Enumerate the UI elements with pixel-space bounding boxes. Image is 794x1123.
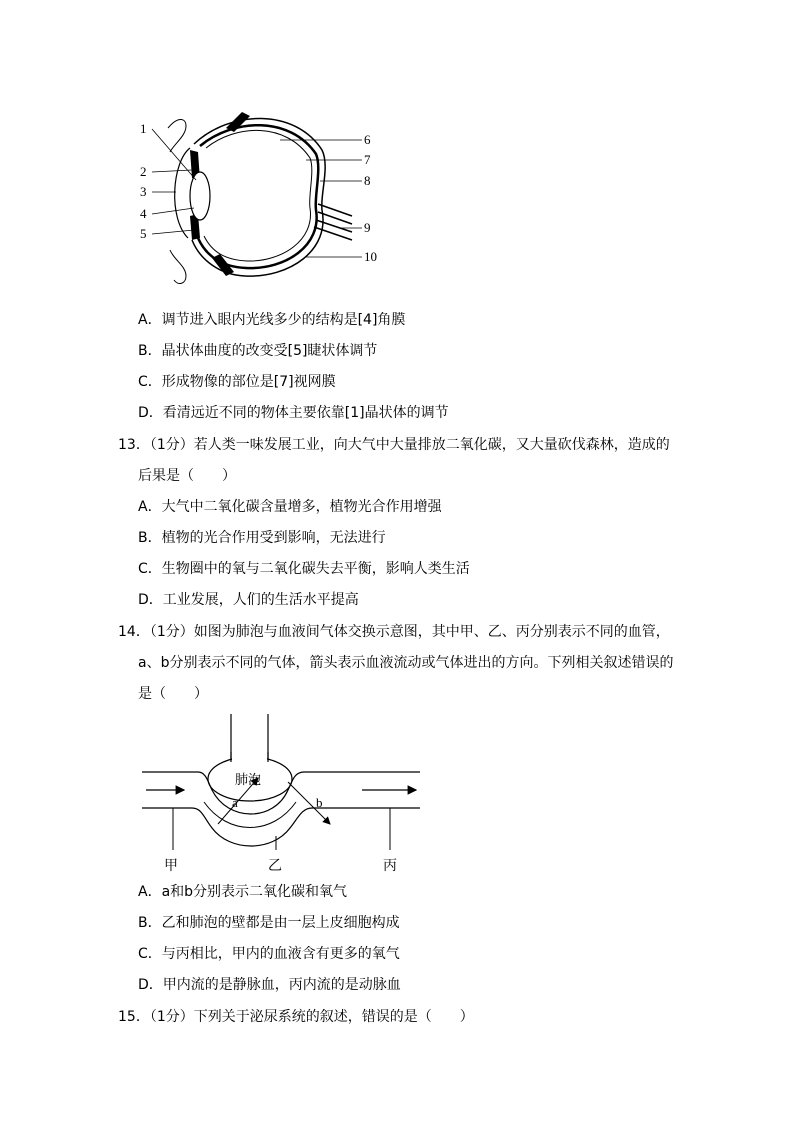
eye-label-10: 10 (364, 249, 377, 264)
q14-option-c: C．与丙相比，甲内的血液含有更多的氧气 (138, 946, 400, 962)
q13-stem-line1: 13．（1分）若人类一味发展工业，向大气中大量排放二氧化碳，又大量砍伐森林，造成的 (118, 437, 670, 453)
q14-stem-line3: 是（ ） (138, 686, 208, 702)
vessel-bing-label: 丙 (383, 858, 397, 874)
q15-stem-line1: 15．（1分）下列关于泌尿系统的叙述，错误的是（ ） (118, 1009, 474, 1025)
eye-label-3: 3 (140, 184, 147, 199)
eye-diagram (130, 100, 390, 305)
q13-stem-line2: 后果是（ ） (138, 468, 236, 484)
q14-stem-line2: a、b分别表示不同的气体，箭头表示血液流动或气体进出的方向。下列相关叙述错误的 (138, 655, 674, 671)
q14-option-b: B．乙和肺泡的壁都是由一层上皮细胞构成 (138, 915, 400, 931)
q14-option-d: D．甲内流的是静脉血，丙内流的是动脉血 (138, 977, 401, 993)
eye-label-5: 5 (140, 226, 147, 241)
alveolus-diagram (140, 712, 430, 877)
vessel-jia-label: 甲 (164, 858, 178, 874)
eye-label-9: 9 (364, 220, 371, 235)
gas-b-label: b (316, 795, 323, 810)
alveolus-label: 肺泡 (235, 773, 262, 788)
q13-option-d: D．工业发展，人们的生活水平提高 (138, 592, 359, 608)
vessel-yi-label: 乙 (268, 858, 282, 874)
q12-option-b: B．晶状体曲度的改变受[5]睫状体调节 (138, 343, 378, 359)
q13-option-c: C．生物圈中的氧与二氧化碳失去平衡，影响人类生活 (138, 561, 470, 577)
eye-label-7: 7 (364, 152, 371, 167)
gas-a-label: a (232, 795, 238, 810)
eye-label-4: 4 (140, 206, 147, 221)
eye-label-8: 8 (364, 173, 371, 188)
q12-option-c: C．形成物像的部位是[7]视网膜 (138, 374, 336, 390)
q13-option-a: A．大气中二氧化碳含量增多，植物光合作用增强 (138, 499, 442, 515)
eye-label-6: 6 (364, 132, 371, 147)
q13-option-b: B．植物的光合作用受到影响，无法进行 (138, 530, 386, 546)
q12-option-a: A．调节进入眼内光线多少的结构是[4]角膜 (138, 312, 406, 328)
q12-option-d: D．看清远近不同的物体主要依靠[1]晶状体的调节 (138, 405, 449, 421)
eye-label-1: 1 (140, 121, 147, 136)
q14-option-a: A．a和b分别表示二氧化碳和氧气 (138, 884, 348, 900)
eye-label-2: 2 (140, 164, 147, 179)
q14-stem-line1: 14．（1分）如图为肺泡与血液间气体交换示意图，其中甲、乙、丙分别表示不同的血管， (118, 624, 670, 640)
